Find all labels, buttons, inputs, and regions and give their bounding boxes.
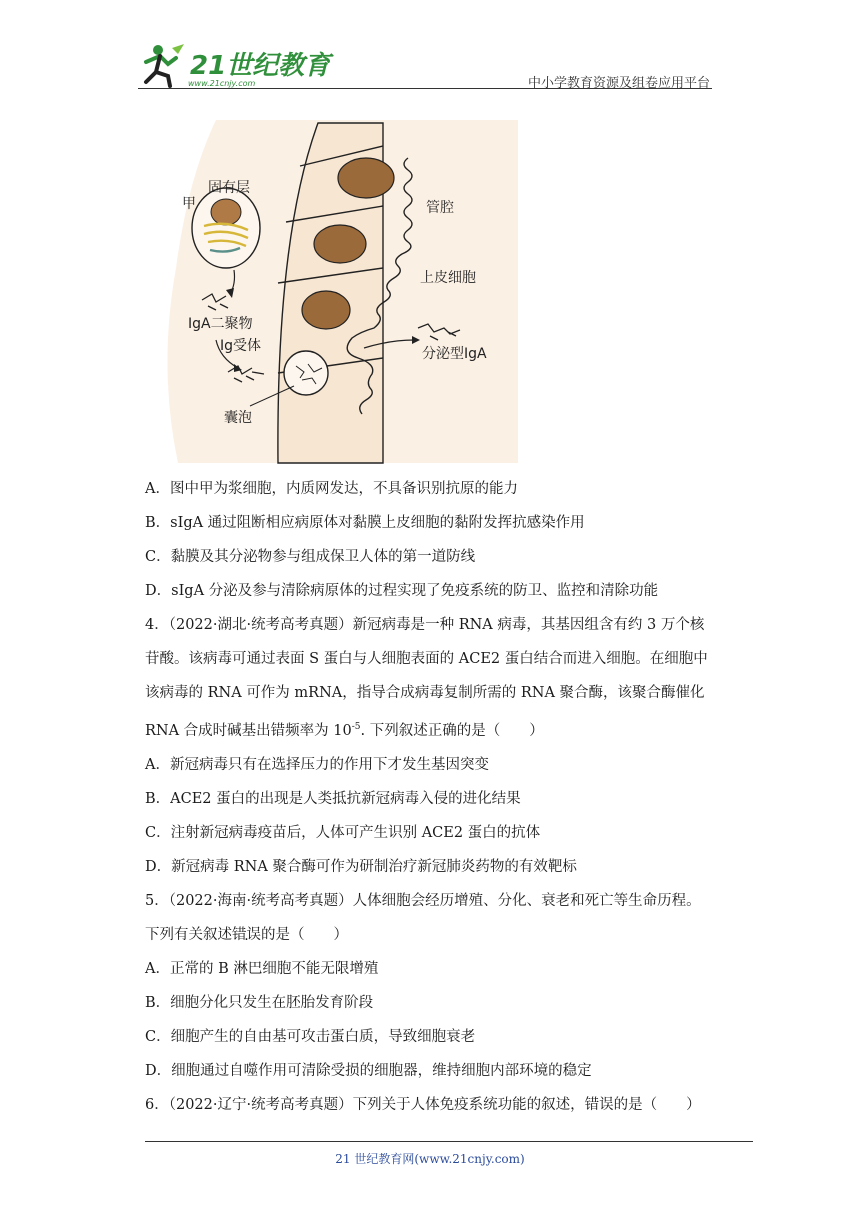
- q4-option-a: A．新冠病毒只有在选择压力的作用下才发生基因突变: [145, 756, 489, 773]
- q4-stem-line1: 4．（2022·湖北·统考高考真题）新冠病毒是一种 RNA 病毒，其基因组含有约 3 万个核: [145, 617, 705, 633]
- header-divider: [138, 88, 712, 89]
- immune-diagram: [168, 118, 518, 463]
- q5-option-c: C．细胞产生的自由基可攻击蛋白质，导致细胞衰老: [145, 1028, 476, 1045]
- label-jia: 甲: [182, 196, 196, 212]
- footer-link[interactable]: 21 世纪教育网(www.21cnjy.com): [335, 1152, 525, 1166]
- nucleus: [302, 291, 350, 329]
- nucleus: [338, 158, 394, 198]
- q3-option-d: D．sIgA 分泌及参与清除病原体的过程实现了免疫系统的防卫、监控和清除功能: [145, 583, 659, 599]
- q5-stem-line2: 下列有关叙述错误的是（ ）: [145, 926, 348, 943]
- label-guanqiang: 管腔: [426, 200, 454, 216]
- q3-option-a: A．图中甲为浆细胞，内质网发达，不具备识别抗原的能力: [145, 481, 518, 497]
- q4-stem-line3: 该病毒的 RNA 可作为 mRNA，指导合成病毒复制所需的 RNA 聚合酶，该聚合酶催化: [145, 685, 705, 701]
- vesicle-icon: [284, 351, 328, 395]
- label-guyouceng: 固有层: [208, 180, 250, 196]
- runner-icon: [146, 44, 184, 86]
- site-logo: [138, 42, 331, 88]
- logo-url: www.21cnjy.com: [188, 79, 256, 88]
- logo-text: 21世纪教育: [190, 51, 331, 81]
- q5-option-d: D．细胞通过自噬作用可清除受损的细胞器，维持细胞内部环境的稳定: [145, 1062, 592, 1079]
- q5-option-a: A．正常的 B 淋巴细胞不能无限增殖: [145, 960, 379, 977]
- label-iga-dimer: IgA二聚物: [188, 316, 253, 332]
- q4-option-d: D．新冠病毒 RNA 聚合酶可作为研制治疗新冠肺炎药物的有效靶标: [145, 858, 577, 875]
- label-vesicle: 囊泡: [224, 410, 252, 426]
- q4-option-b: B．ACE2 蛋白的出现是人类抵抗新冠病毒入侵的进化结果: [145, 790, 521, 807]
- question-content: [145, 472, 725, 1122]
- q4-stem-line4: RNA 合成时碱基出错频率为 $10^{-5}$. 下列叙述正确的是（ ）: [145, 722, 544, 739]
- label-shangpi: 上皮细胞: [420, 270, 476, 286]
- q5-stem-line1: 5．（2022·海南·统考高考真题）人体细胞会经历增殖、分化、衰老和死亡等生命历程。: [145, 892, 701, 909]
- q6-stem-line1: 6．（2022·辽宁·统考高考真题）下列关于人体免疫系统功能的叙述，错误的是（ ）: [145, 1096, 701, 1113]
- q4-option-c: C．注射新冠病毒疫苗后，人体可产生识别 ACE2 蛋白的抗体: [145, 824, 541, 841]
- label-secreted-iga: 分泌型IgA: [422, 346, 487, 362]
- label-ig-receptor: Ig受体: [220, 338, 262, 354]
- platform-name: 中小学教育资源及组卷应用平台: [527, 76, 710, 91]
- exponent: -5: [351, 722, 361, 732]
- emphasis-mark: 错误: [232, 926, 261, 943]
- q5-option-b: B．细胞分化只发生在胚胎发育阶段: [145, 994, 374, 1011]
- page-header: [138, 40, 712, 92]
- q4-stem-line2: 苷酸。该病毒可通过表面 S 蛋白与人细胞表面的 ACE2 蛋白结合而进入细胞。在细胞中: [145, 651, 708, 667]
- footer-divider: [145, 1141, 753, 1142]
- q3-option-b: B．sIgA 通过阻断相应病原体对黏膜上皮细胞的黏附发挥抗感染作用: [145, 515, 585, 531]
- q3-option-c: C．黏膜及其分泌物参与组成保卫人体的第一道防线: [145, 549, 476, 565]
- nucleus: [314, 225, 366, 263]
